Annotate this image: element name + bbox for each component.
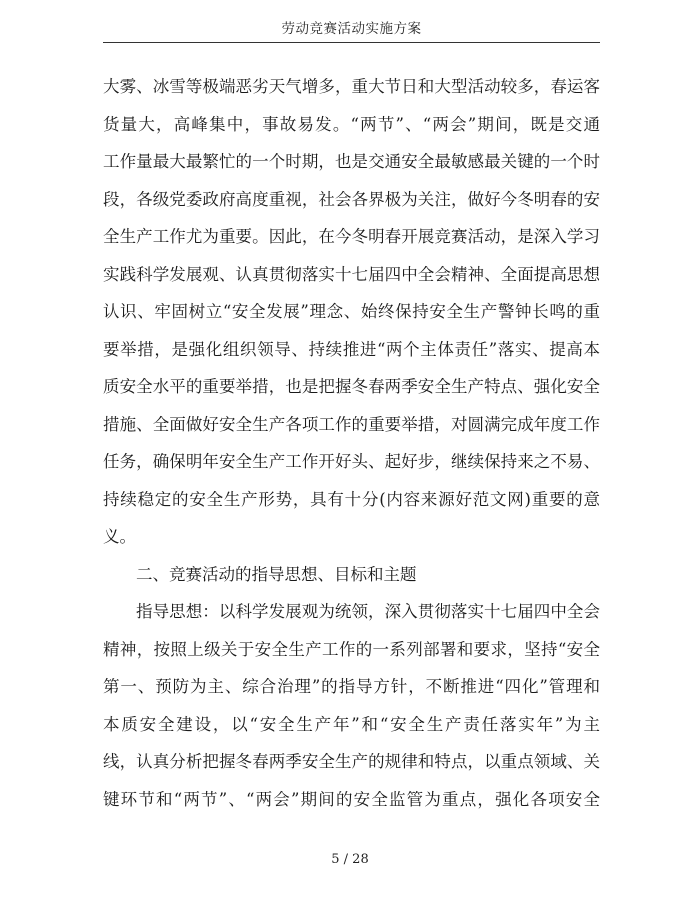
body-line: 实践科学发展观、认真贯彻落实十七届四中全会精神、全面提高思想: [103, 264, 600, 284]
body-line: 义。: [103, 527, 136, 546]
body-line: 线，认真分析把握冬春两季安全生产的规律和特点，以重点领域、关: [103, 752, 600, 771]
body-line: 全生产工作尤为重要。因此，在今冬明春开展竞赛活动，是深入学习: [103, 227, 600, 246]
body-line: 大雾、冰雪等极端恶劣天气增多，重大节日和大型活动较多，春运客: [103, 77, 600, 96]
body-line: 段，各级党委政府高度重视，社会各界极为关注，做好今冬明春的安: [103, 189, 600, 209]
page-number: 5 / 28: [331, 852, 369, 867]
body-line: 工作量最大最繁忙的一个时期，也是交通安全最敏感最关键的一个时: [103, 152, 600, 171]
body-line: 键环节和“两节”、“两会”期间的安全监管为重点，强化各项安全: [103, 789, 600, 809]
body-line: 认识、牢固树立“安全发展”理念、始终保持安全生产警钟长鸣的重: [103, 302, 600, 321]
document-title: 劳动竞赛活动实施方案: [281, 21, 422, 37]
page-header: [103, 16, 600, 43]
body-line: 措施、全面做好安全生产各项工作的重要举措，对圆满完成年度工作: [103, 414, 600, 434]
body-line: 精神，按照上级关于安全生产工作的一系列部署和要求，坚持“安全: [103, 639, 600, 659]
body-line: 指导思想：以科学发展观为统领，深入贯彻落实十七届四中全会: [136, 602, 600, 621]
body-line: 本质安全建设，以“安全生产年”和“安全生产责任落实年”为主: [103, 714, 600, 734]
document-body: [103, 68, 600, 818]
body-line: 货量大，高峰集中，事故易发。“两节”、“两会”期间，既是交通: [103, 114, 600, 134]
section-heading: 二、竞赛活动的指导思想、目标和主题: [136, 564, 417, 584]
body-line: 第一、预防为主、综合治理”的指导方针，不断推进“四化”管理和: [103, 677, 600, 696]
body-line: 要举措，是强化组织领导、持续推进“两个主体责任”落实、提高本: [103, 339, 600, 359]
body-line: 持续稳定的安全生产形势，具有十分(内容来源好范文网)重要的意: [103, 489, 600, 509]
body-line: 任务，确保明年安全生产工作开好头、起好步，继续保持来之不易、: [103, 452, 600, 471]
body-line: 质安全水平的重要举措，也是把握冬春两季安全生产特点、强化安全: [103, 377, 600, 396]
